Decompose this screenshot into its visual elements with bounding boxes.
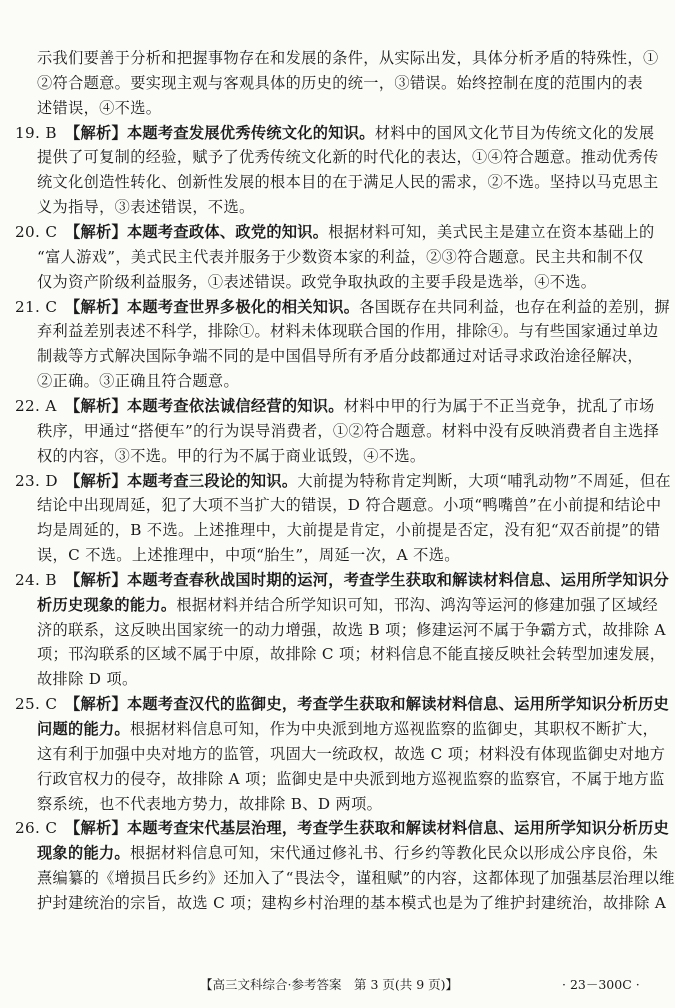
answer-number: 21. C [15, 297, 58, 316]
answer-text: 行政官权力的侵夺，故排除 A 项；监御史是中央派到地方巡视监察的监察官，不属于地方监 [37, 769, 665, 788]
answer-line [37, 321, 659, 341]
answer-text: 材料中甲的行为属于不正当竞争，扰乱了市场 [343, 396, 655, 415]
answer-line [37, 545, 637, 565]
analysis-heading: 问题的能力。 [37, 720, 130, 738]
answer-text: 仅为资产阶级利益服务，①表述错误。政党争取执政的主要手段是选举，④不选。 [37, 272, 597, 291]
answer-text: 故排除 D 项。 [37, 670, 138, 689]
answer-line [37, 346, 643, 366]
answer-text: ②正确。③正确且符合题意。 [37, 372, 239, 391]
answer-line [37, 98, 637, 118]
answer-item-first-line [15, 396, 655, 416]
answer-line [37, 868, 675, 888]
answer-line [37, 147, 659, 167]
answer-text: 统文化创造性转化、创新性发展的根本目的在于满足人民的需求，②不选。坚持以马克思主 [37, 173, 659, 192]
answer-line [37, 620, 666, 640]
answer-number: 25. C [15, 695, 58, 714]
answer-text: 察系统，也不代表地方势力，故排除 B、D 两项。 [37, 794, 383, 813]
answer-text: 护封建统治的宗旨，故选 C 项；建构乡村治理的基本模式也是为了维护封建统治，故排除 A [37, 893, 667, 912]
answer-text: 根据材料可知，美式民主是建立在资本基础上的 [328, 223, 655, 241]
analysis-heading: 【解析】本题考查三段论的知识。 [65, 471, 298, 490]
answer-text: 述错误，④不选。 [37, 98, 162, 117]
answer-line [37, 595, 659, 615]
answer-text: 材料中的国风文化节目为传统文化的发展 [374, 123, 655, 142]
answer-text: 济的联系，这反映出国家统一的动力增强，故选 B 项；修建运河不属于争霸方式，故排除 A [37, 620, 666, 639]
answer-text: 误，C 不选。上述推理中，中项“胎生”，周延一次，A 不选。 [37, 546, 460, 564]
answer-line [37, 73, 643, 93]
answer-line [37, 769, 665, 789]
answer-item-first-line [15, 818, 670, 838]
answer-line [37, 172, 659, 192]
analysis-heading: 【解析】本题考查春秋战国时期的运河，考查学生获取和解读材料信息、运用所学知识分 [65, 570, 670, 589]
answer-item-first-line [15, 297, 671, 317]
answer-text: 根据材料并结合所学知识可知，邗沟、鸿沟等运河的修建加强了区域经 [176, 595, 659, 614]
analysis-heading: 【解析】本题考查发展优秀传统文化的知识。 [65, 123, 375, 142]
answer-line [37, 669, 637, 689]
answer-line [37, 421, 660, 441]
answer-line [37, 272, 637, 292]
analysis-heading: 【解析】本题考查世界多极化的相关知识。 [65, 297, 360, 316]
answer-text: 结论中出现周延，犯了大项不当扩大的错误，D 符合题意。小项“鸭嘴兽”在小前提和结论中 [37, 496, 662, 515]
answer-line [37, 371, 637, 391]
answer-number: 26. C [15, 819, 58, 838]
answer-line [37, 719, 659, 739]
answer-line [37, 446, 637, 466]
answer-number: 24. B [15, 570, 57, 589]
answer-line [37, 744, 666, 764]
answer-item-first-line [15, 222, 655, 242]
answer-item-first-line [15, 471, 671, 491]
answer-text: 熹编纂的《增损吕氏乡约》还加入了“畏法令，谨租赋”的内容，这都体现了加强基层治理以维 [37, 869, 675, 888]
answer-line [37, 495, 662, 515]
answer-text: 秩序，甲通过“搭便车”的行为误导消费者，①②符合题意。材料中没有反映消费者自主选择 [37, 421, 660, 440]
answer-line [37, 893, 667, 913]
answer-item-first-line [15, 694, 670, 714]
analysis-heading: 【解析】本题考查依法诚信经营的知识。 [65, 396, 344, 415]
analysis-heading: 【解析】本题考查政体、政党的知识。 [65, 223, 329, 241]
page-footer [0, 974, 653, 996]
answer-text: 权的内容，③不选。甲的行为不属于商业诋毁，④不选。 [37, 446, 426, 465]
answer-text: 示我们要善于分析和把握事物存在和发展的条件，从实际出发，具体分析矛盾的特殊性，① [37, 49, 659, 67]
answer-line [37, 843, 659, 863]
answer-number: 23. D [15, 471, 58, 490]
answer-text: 根据材料信息可知，宋代通过修礼书、行乡约等教化民众以形成公序良俗，朱 [129, 844, 659, 863]
answer-line [37, 197, 637, 217]
answer-text: 根据材料信息可知，作为中央派到地方巡视监察的监御史，其职权不断扩大， [129, 720, 659, 738]
answer-text: “富人游戏”，美式民主代表并服务于少数资本家的利益，②③符合题意。民主共和制不仅 [37, 247, 644, 266]
analysis-heading: 析历史现象的能力。 [37, 595, 177, 614]
answer-number: 19. B [15, 123, 57, 142]
footer-code: · 23－300C · [562, 977, 640, 992]
analysis-heading: 现象的能力。 [37, 844, 130, 863]
analysis-heading: 【解析】本题考查汉代的监御史，考查学生获取和解读材料信息、运用所学知识分析历史 [65, 695, 670, 714]
answer-text: 均是周延的，B 不选。上述推理中，大前提是肯定，小前提是否定，没有犯“双否前提”的错 [37, 521, 661, 540]
answer-line [37, 48, 659, 68]
answer-number: 20. C [15, 223, 58, 241]
answer-text: 弃利益差别表述不科学，排除①。材料未体现联合国的作用，排除④。与有些国家通过单边 [37, 322, 659, 341]
answer-line [37, 644, 666, 664]
answer-number: 22. A [15, 396, 57, 415]
answer-text: ②符合题意。要实现主观与客观具体的历史的统一，③错误。始终控制在度的范围内的表 [37, 73, 643, 92]
answer-item-first-line [15, 570, 670, 590]
answer-line [37, 520, 661, 540]
answer-line [37, 794, 637, 814]
answer-item-first-line [15, 123, 655, 143]
answer-text: 项；邗沟联系的区域不属于中原，故排除 C 项；材料信息不能直接反映社会转型加速发展， [37, 645, 666, 664]
answer-text: 提供了可复制的经验，赋予了优秀传统文化新的时代化的表达，①④符合题意。推动优秀传 [37, 148, 659, 167]
answer-text: 制裁等方式解决国际争端不同的是中国倡导所有矛盾分歧都通过对话寻求政治途径解决， [37, 347, 643, 366]
answer-line [37, 247, 644, 267]
answer-text: 这有利于加强中央对地方的监管，巩固大一统政权，故选 C 项；材料没有体现监御史对地方 [37, 744, 666, 763]
analysis-heading: 【解析】本题考查宋代基层治理，考查学生获取和解读材料信息、运用所学知识分析历史 [65, 819, 670, 838]
answer-text: 大前提为特称肯定判断，大项“哺乳动物”不周延，但在 [297, 471, 671, 490]
answer-text: 各国既存在共同利益，也存在利益的差别，摒 [359, 297, 671, 316]
answer-text: 义为指导，③表述错误，不选。 [37, 198, 255, 217]
footer-title: 【高三文科综合·参考答案 第 3 页(共 9 页)】 [200, 977, 459, 992]
